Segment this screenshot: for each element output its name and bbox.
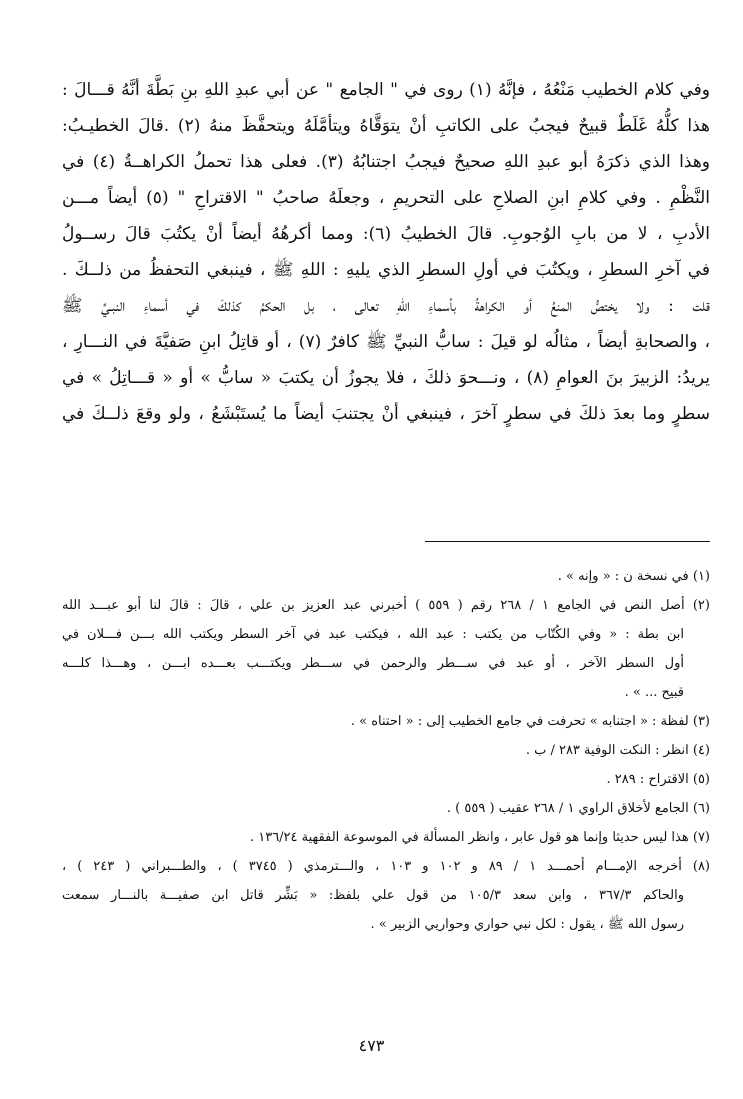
body-line: هذا كلُّهُ غَلَطٌ قبيحٌ فيجبُ على الكاتبِ أنْ يتوَقَّاهُ ويتأمَّلَهُ ويتحفَّظَ منهُ (٢) .قالَ الخطيـبُ: xyxy=(62,116,710,136)
footnote-4: (٤) انظر : النكت الوفية ٢٨٣ / ب . xyxy=(525,743,710,758)
body-line: وفي كلام الخطيب مَنْعُهُ ، فإنَّهُ (١) روى في " الجامع " عن أبي عبدِ اللهِ بنِ بَطَّةَ أنَّهُ قـــالَ : xyxy=(62,80,710,100)
footnote-2-line: قبيح ... » . xyxy=(624,685,684,700)
body-line: سطرٍ وما بعدَ ذلكَ في سطرٍ آخرَ ، فينبغي أنْ يجتنبَ أيضاً ما يُستَبْشَعُ ، ولو وقعَ ذلــكَ في xyxy=(62,404,710,424)
body-line: الأدبِ ، لا من بابِ الوُجوبِ. قالَ الخطيبُ (٦): ومما أكرهُهُ أيضاً أنْ يكتُبَ قالَ رســولُ xyxy=(62,224,710,244)
footnotes xyxy=(62,562,710,939)
footnote-8-line: رسول الله ﷺ ، يقول : لكل نبي حواري وحواريي الزبير » . xyxy=(370,917,684,932)
footnote-separator xyxy=(425,541,710,542)
body-line: ، والصحابةِ أيضاً ، مثالُه لو قيلَ : سابُّ النبيِّ ﷺ كافرٌ (٧) ، أو قاتِلُ ابنِ صَفيَّةَ في النـــارِ ، xyxy=(62,332,710,352)
footnote-2-line: ابن بطة : « وفي الكُتّاب من يكتب : عبد الله ، فيكتب عبد في آخر السطر ويكتب الله بـــن فـــلان في xyxy=(62,627,684,642)
page-number: ٤٧٣ xyxy=(358,1036,385,1055)
footnote-8: (٨) أخرجه الإمـــام أحمـــد ١ / ٨٩ و ١٠٢ و ١٠٣ ، والـــترمذي ( ٣٧٤٥ ) ، والطـــبراني ( ٢٤٣ ) ، xyxy=(62,859,710,874)
footnote-2-line: أول السطر الآخر ، أو عبد في ســـطر والرحمن في ســـطر ويكتـــب بعـــده ابـــن ، وهـــذا كلـــه xyxy=(62,656,684,671)
footnote-8-line: والحاكم ٣٦٧/٣ ، وابن سعد ١٠٥/٣ من قول علي بلفظ: « بَشِّر قاتل ابن صفيـــة بالنـــار سمعت xyxy=(62,888,684,903)
footnote-5: (٥) الاقتراح : ٢٨٩ . xyxy=(606,772,710,787)
body-line: وهذا الذي ذكرَهُ أبو عبدِ اللهِ صحيحٌ فيجبُ اجتنابُهُ (٣). فعلى هذا تحملُ الكراهــةُ (٤) في xyxy=(62,152,710,172)
body-line: في آخرِ السطرِ ، ويكتُبَ في أولِ السطرِ الذي يليهِ : اللهِ ﷺ ، فينبغي التحفظُ من ذلــكَ . xyxy=(62,260,710,280)
footnote-6: (٦) الجامع لأخلاق الراوي ١ / ٢٦٨ عقيب ( ٥٥٩ ) . xyxy=(446,801,710,816)
footnote-3: (٣) لفظة : « اجتنابه » تحرفت في جامع الخطيب إلى : « احتناه » . xyxy=(350,714,710,729)
footnote-7: (٧) هذا ليس حديثا وإنما هو قول عابر ، وانظر المسألة في الموسوعة الفقهية ١٣٦/٢٤ . xyxy=(249,830,710,845)
body-line: النَّظْمِ . وفي كلامِ ابنِ الصلاحِ على التحريمِ ، وجعلَهُ صاحبُ " الاقتراحِ " (٥) أيضاً مـــن xyxy=(62,188,710,208)
body-line: قلت : ولا يختصُّ المنعُ أو الكراهةُ بأسماءِ اللهِ تعالى ، بل الحكمُ كذلكَ في أسماءِ النبـيِّ ﷺ xyxy=(62,296,710,316)
body-line: يريدُ: الزبيرَ بنَ العوامِ (٨) ، ونـــحوَ ذلكَ ، فلا يجوزُ أن يكتبَ « سابُّ » أو « قـــاتِلُ » في xyxy=(62,368,710,388)
footnote-1: (١) في نسخة ن : « وإنه » . xyxy=(557,569,710,584)
footnote-2: (٢) أصل النص في الجامع ١ / ٢٦٨ رقم ( ٥٥٩ ) أخبرني عبد العزيز بن علي ، قالَ : قالَ لنا أبو عبـــد الله xyxy=(62,598,710,613)
main-text xyxy=(62,72,710,432)
